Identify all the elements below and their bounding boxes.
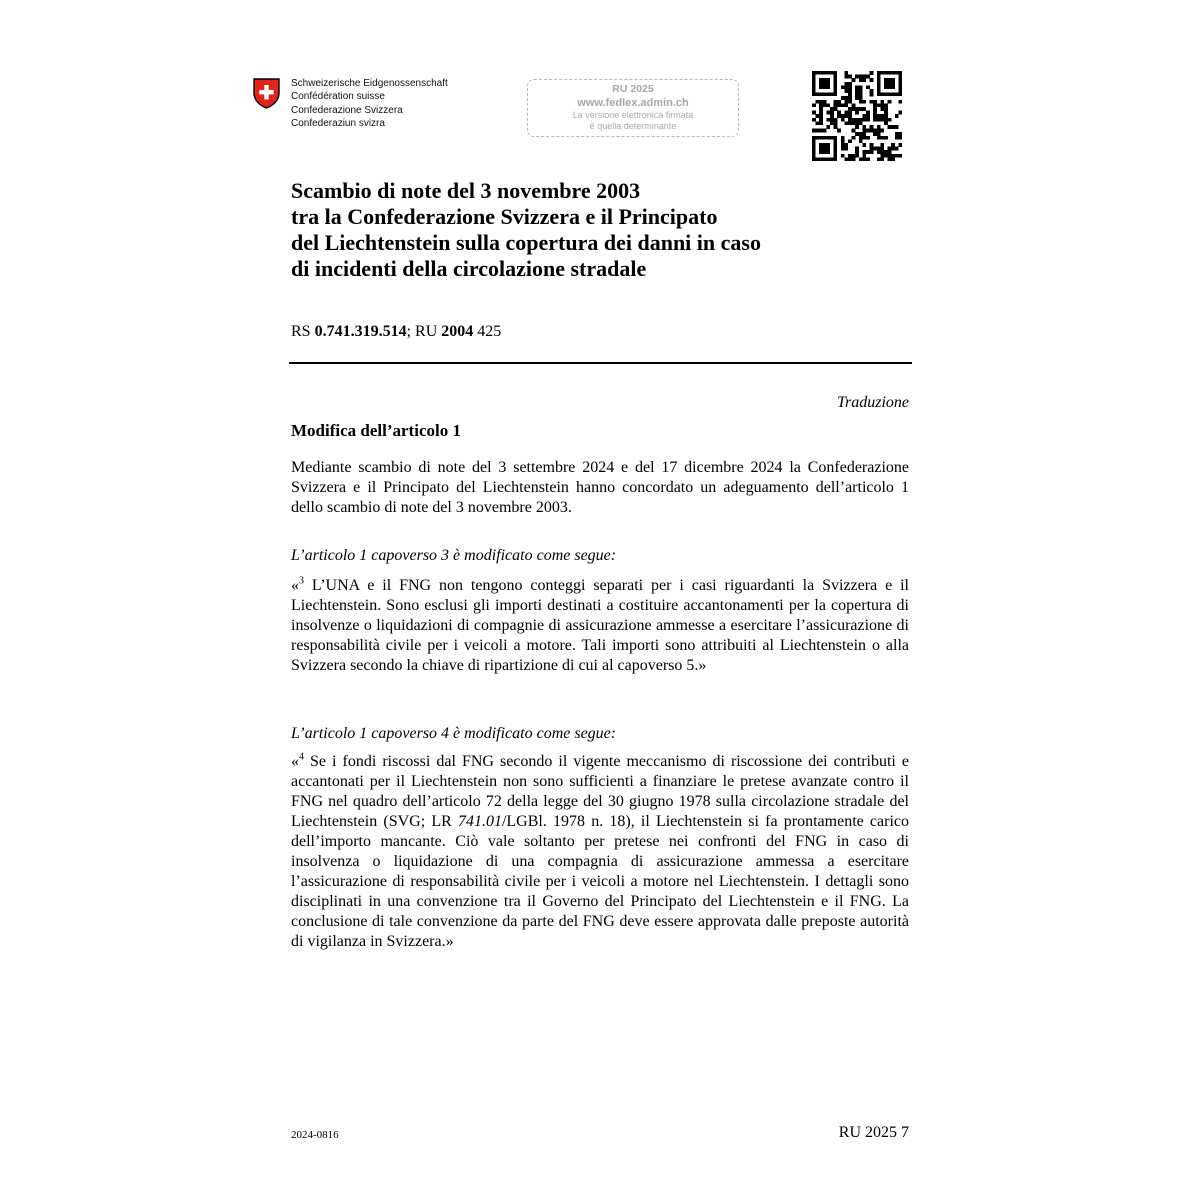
- section-heading: Modifica dell’articolo 1: [291, 421, 461, 440]
- law-reference: 741.01: [457, 813, 502, 830]
- rs-number: 0.741.319.514: [314, 323, 407, 340]
- stamp-ru: RU 2025: [612, 83, 654, 95]
- stamp-note-2: è quella determinante: [589, 121, 677, 131]
- title-line: Scambio di note del 3 novembre 2003: [291, 178, 641, 203]
- ru-page: 425: [477, 323, 502, 340]
- title-line: di incidenti della circolazione stradale: [291, 256, 647, 281]
- title-line: tra la Confederazione Svizzera e il Principato: [291, 204, 718, 229]
- ru-year: 2004: [441, 323, 474, 340]
- page-reference: RU 2025 7: [838, 1124, 909, 1141]
- translation-note: Traduzione: [836, 394, 909, 411]
- confederation-name-fr: Confédération suisse: [291, 91, 385, 103]
- divider: [289, 362, 912, 364]
- ru-label: RU: [415, 323, 438, 340]
- amendment1-intro: L’articolo 1 capoverso 3 è modificato come segue:: [291, 547, 617, 564]
- paragraph-number: 4: [299, 751, 304, 763]
- open-quote: «: [291, 753, 299, 770]
- amendment1-body: L’UNA e il FNG non tengono conteggi separati per i casi riguardanti la Svizzera e il Liechtenstein. Sono esclusi gli importi destinati a costituire accantonamenti per la copertura di insolvenze o liquidazioni di compagnie di assicurazione ammesse a esercitare l’assicurazione di responsabilità civile per i veicoli a motore. Tali importi sono attribuiti al Liechtenstein o alla Svizzera secondo la chiave di ripartizione di cui al capoverso 5.»: [291, 577, 909, 674]
- confederation-name-it: Confederazione Svizzera: [291, 104, 403, 116]
- amendment2-body-end: /LGBl. 1978 n. 18), il Liechtenstein si fa prontamente carico dell’importo mancante. Ciò vale soltanto per pretese nei confronti del FNG in caso di insolvenza o liquidazione di una compagnia di assicurazione ammessa a esercitare l’assicurazione di responsabilità civile per i veicoli a motore nel Liechtenstein. I dettagli sono disciplinati in una convenzione tra il Governo del Principato del Liechtenstein e il FNG. La conclusione di tale convenzione da parte del FNG deve essere approvata dalle preposte autorità di vigilanza in Svizzera.»: [291, 813, 909, 950]
- qr-code-icon: [812, 71, 902, 161]
- document-title: [291, 178, 911, 282]
- reference-line: RS 0.741.319.514; RU 2004 425: [291, 323, 502, 340]
- paragraph-number: 3: [299, 575, 304, 587]
- amendment2-intro: L’articolo 1 capoverso 4 è modificato come segue:: [291, 725, 617, 742]
- swiss-cross-shield-icon: [253, 78, 280, 109]
- publication-stamp: [527, 79, 739, 137]
- title-line: del Liechtenstein sulla copertura dei danni in caso: [291, 230, 761, 255]
- amendment2-text: [291, 752, 909, 952]
- confederation-names: [291, 77, 448, 130]
- intro-paragraph: Mediante scambio di note del 3 settembre 2024 e del 17 dicembre 2024 la Confederazione Svizzera e il Principato del Liechtenstein hanno concordato un adeguamento dell’articolo 1 dello scambio di note del 3 novembre 2003.: [291, 459, 909, 516]
- stamp-note-1: La versione elettronica firmata: [572, 110, 694, 120]
- rs-label: RS: [291, 323, 311, 340]
- amendment1-text: [291, 576, 909, 676]
- open-quote: «: [291, 577, 299, 594]
- amendment2-body-start: Se i fondi riscossi dal FNG secondo il vigente meccanismo di riscossione dei contributi e accantonati per il Liechtenstein non sono sufficienti a finanziare le pretese avanzate contro il FNG nel quadro dell’articolo 72 della legge del 30 giugno 1978 sulla circolazione stradale del Liechtenstein (SVG; LR: [291, 753, 909, 830]
- confederation-name-rm: Confederaziun svizra: [291, 117, 385, 129]
- document-number: 2024-0816: [291, 1129, 339, 1141]
- stamp-url[interactable]: www.fedlex.admin.ch: [577, 97, 689, 109]
- confederation-name-de: Schweizerische Eidgenossenschaft: [291, 78, 448, 89]
